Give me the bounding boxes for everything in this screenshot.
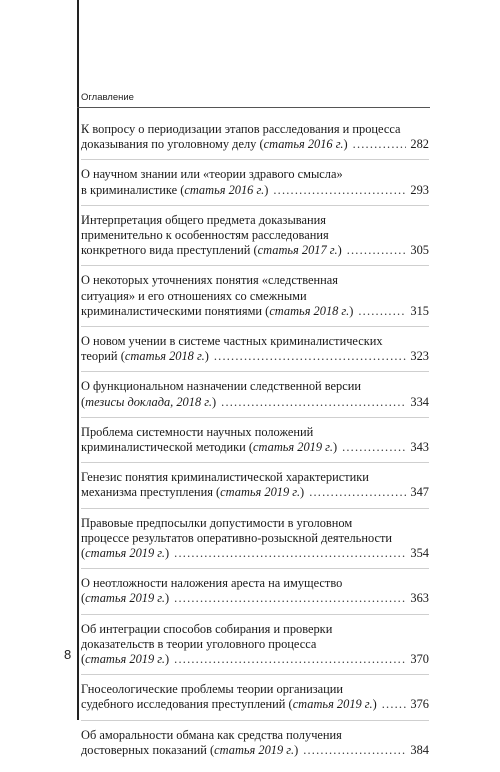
dot-leader	[221, 395, 406, 410]
table-of-contents	[81, 122, 429, 772]
toc-entry-title-tail: конкретного вида преступлений (статья 2017 г.)	[81, 243, 342, 258]
toc-entry-source-note: тезисы доклада, 2018 г.	[85, 394, 213, 409]
toc-entry-source-note: статья 2016 г.	[184, 182, 265, 197]
toc-entry[interactable]	[81, 167, 429, 205]
toc-entry-final-line	[81, 652, 429, 667]
toc-entry-title-text: в криминалистике	[81, 182, 178, 197]
toc-entry-title-tail: механизма преступления (статья 2019 г.)	[81, 485, 305, 500]
margin-rule	[77, 0, 79, 720]
toc-entry-title-text: теорий	[81, 349, 118, 364]
toc-entry-title-line: Генезис понятия криминалистической характеристики	[81, 470, 369, 485]
toc-entry[interactable]	[81, 470, 429, 508]
toc-entry-page-number: 282	[410, 137, 429, 152]
toc-entry-final-line	[81, 485, 429, 500]
toc-entry[interactable]	[81, 576, 429, 614]
toc-entry-title-line: О неотложности наложения ареста на имущество	[81, 576, 343, 591]
dot-leader	[358, 304, 406, 319]
toc-entry-page-number: 363	[410, 591, 429, 606]
toc-entry-title-line: Гносеологические проблемы теории организации	[81, 682, 344, 697]
toc-entry-page-number: 334	[410, 394, 429, 409]
toc-entry-title-tail: (статья 2019 г.)	[81, 591, 170, 606]
toc-entry-page-number: 315	[410, 303, 429, 318]
toc-entry-source-note: статья 2019 г.	[85, 591, 166, 606]
toc-entry-title-line: О новом учении в системе частных криминалистических	[81, 334, 383, 349]
toc-entry-title-line: ситуация» и его отношениях со смежными	[81, 288, 307, 303]
toc-entry-title-text: механизма преступления	[81, 485, 213, 500]
toc-entry-page-number: 305	[410, 243, 429, 258]
toc-entry-final-line	[81, 349, 429, 364]
toc-entry[interactable]	[81, 622, 429, 676]
toc-entry-page-number: 343	[410, 440, 429, 455]
running-header: Оглавление	[81, 92, 134, 103]
dot-leader	[382, 697, 407, 712]
toc-entry-title-line: Интерпретация общего предмета доказывания	[81, 212, 326, 227]
toc-entry-source-note: статья 2019 г.	[214, 742, 295, 757]
toc-entry-title-tail: криминалистической методики (статья 2019 г.)	[81, 440, 338, 455]
toc-entry-source-note: статья 2018 г.	[124, 349, 205, 364]
toc-entry-title-line: применительно к особенностям расследования	[81, 228, 329, 243]
toc-entry[interactable]	[81, 516, 429, 570]
toc-entry-final-line	[81, 183, 429, 198]
toc-entry-title-text: криминалистическими понятиями	[81, 303, 263, 318]
toc-entry[interactable]	[81, 273, 429, 327]
toc-entry-final-line	[81, 304, 429, 319]
toc-entry-title-line: доказательств в теории уголовного процесса	[81, 636, 317, 651]
page-number: 8	[64, 647, 72, 662]
toc-entry-title-tail: (статья 2019 г.)	[81, 546, 170, 561]
toc-entry-source-note: статья 2019 г.	[85, 546, 166, 561]
dot-leader	[303, 743, 406, 758]
toc-entry-source-note: статья 2018 г.	[269, 303, 350, 318]
dot-leader	[347, 243, 407, 258]
toc-entry-title-line: О научном знании или «теории здравого смысла»	[81, 167, 343, 182]
toc-entry-final-line	[81, 546, 429, 561]
header-rule	[77, 107, 430, 108]
toc-entry-title-line: О некоторых уточнениях понятия «следственная	[81, 273, 338, 288]
toc-entry[interactable]	[81, 122, 429, 160]
toc-entry[interactable]	[81, 682, 429, 720]
dot-leader	[174, 546, 406, 561]
toc-entry-title-line: Об интеграции способов собирания и проверки	[81, 621, 333, 636]
toc-entry[interactable]	[81, 334, 429, 372]
toc-entry-page-number: 354	[410, 546, 429, 561]
dot-leader	[174, 652, 406, 667]
toc-entry-title-text: конкретного вида преступлений	[81, 243, 251, 258]
toc-entry-title-line: О функциональном назначении следственной версии	[81, 379, 361, 394]
toc-entry-final-line	[81, 697, 429, 712]
toc-entry-source-note: статья 2019 г.	[220, 485, 301, 500]
dot-leader	[214, 349, 407, 364]
dot-leader	[273, 183, 406, 198]
toc-entry-title-line: К вопросу о периодизации этапов расследования и процесса	[81, 122, 401, 136]
toc-entry-page-number: 293	[410, 182, 429, 197]
toc-entry-title-line: Об аморальности обмана как средства получения	[81, 727, 342, 742]
toc-entry-page-number: 323	[410, 349, 429, 364]
toc-entry-page-number: 370	[410, 652, 429, 667]
toc-entry-final-line	[81, 243, 429, 258]
toc-entry-title-line: процессе результатов оперативно-розыскной деятельности	[81, 530, 393, 545]
toc-entry-title-tail: (тезисы доклада, 2018 г.)	[81, 394, 217, 409]
toc-entry-title-text: криминалистической методики	[81, 440, 246, 455]
dot-leader	[342, 440, 406, 455]
toc-entry-source-note: статья 2019 г.	[292, 697, 373, 712]
dot-leader	[353, 137, 407, 152]
toc-entry-title-line: Проблема системности научных положений	[81, 424, 314, 439]
toc-entry[interactable]	[81, 425, 429, 463]
toc-entry-title-tail: достоверных показаний (статья 2019 г.)	[81, 742, 299, 757]
toc-entry-title-line: Правовые предпосылки допустимости в уголовном	[81, 515, 353, 530]
toc-entry-title-tail: доказывания по уголовному делу (статья 2016 г.)	[81, 137, 348, 152]
toc-entry-title-tail: (статья 2019 г.)	[81, 652, 170, 667]
toc-entry[interactable]	[81, 728, 429, 765]
toc-entry-final-line	[81, 440, 429, 455]
toc-entry-source-note: статья 2019 г.	[253, 440, 333, 455]
toc-entry-final-line	[81, 743, 429, 758]
toc-entry-page-number: 376	[410, 697, 429, 712]
dot-leader	[309, 485, 406, 500]
toc-entry[interactable]	[81, 213, 429, 267]
toc-entry[interactable]	[81, 379, 429, 417]
toc-entry-final-line	[81, 137, 429, 152]
toc-entry-page-number: 347	[410, 485, 429, 500]
toc-entry-source-note: статья 2017 г.	[257, 243, 338, 258]
toc-entry-title-tail: судебного исследования преступлений (статья 2019 г.)	[81, 697, 377, 712]
dot-leader	[174, 591, 406, 606]
toc-entry-title-text: доказывания по уголовному делу	[81, 137, 257, 152]
toc-entry-source-note: статья 2019 г.	[85, 652, 166, 667]
toc-entry-page-number: 384	[410, 742, 429, 757]
toc-entry-final-line	[81, 395, 429, 410]
toc-entry-title-tail: в криминалистике (статья 2016 г.)	[81, 182, 269, 197]
toc-entry-source-note: статья 2016 г.	[263, 137, 344, 152]
toc-entry-title-tail: теорий (статья 2018 г.)	[81, 349, 209, 364]
toc-entry-title-text: судебного исследования преступлений	[81, 697, 286, 712]
toc-entry-final-line	[81, 591, 429, 606]
toc-entry-title-tail: криминалистическими понятиями (статья 2018 г.)	[81, 303, 354, 318]
toc-entry-title-text: достоверных показаний	[81, 742, 207, 757]
